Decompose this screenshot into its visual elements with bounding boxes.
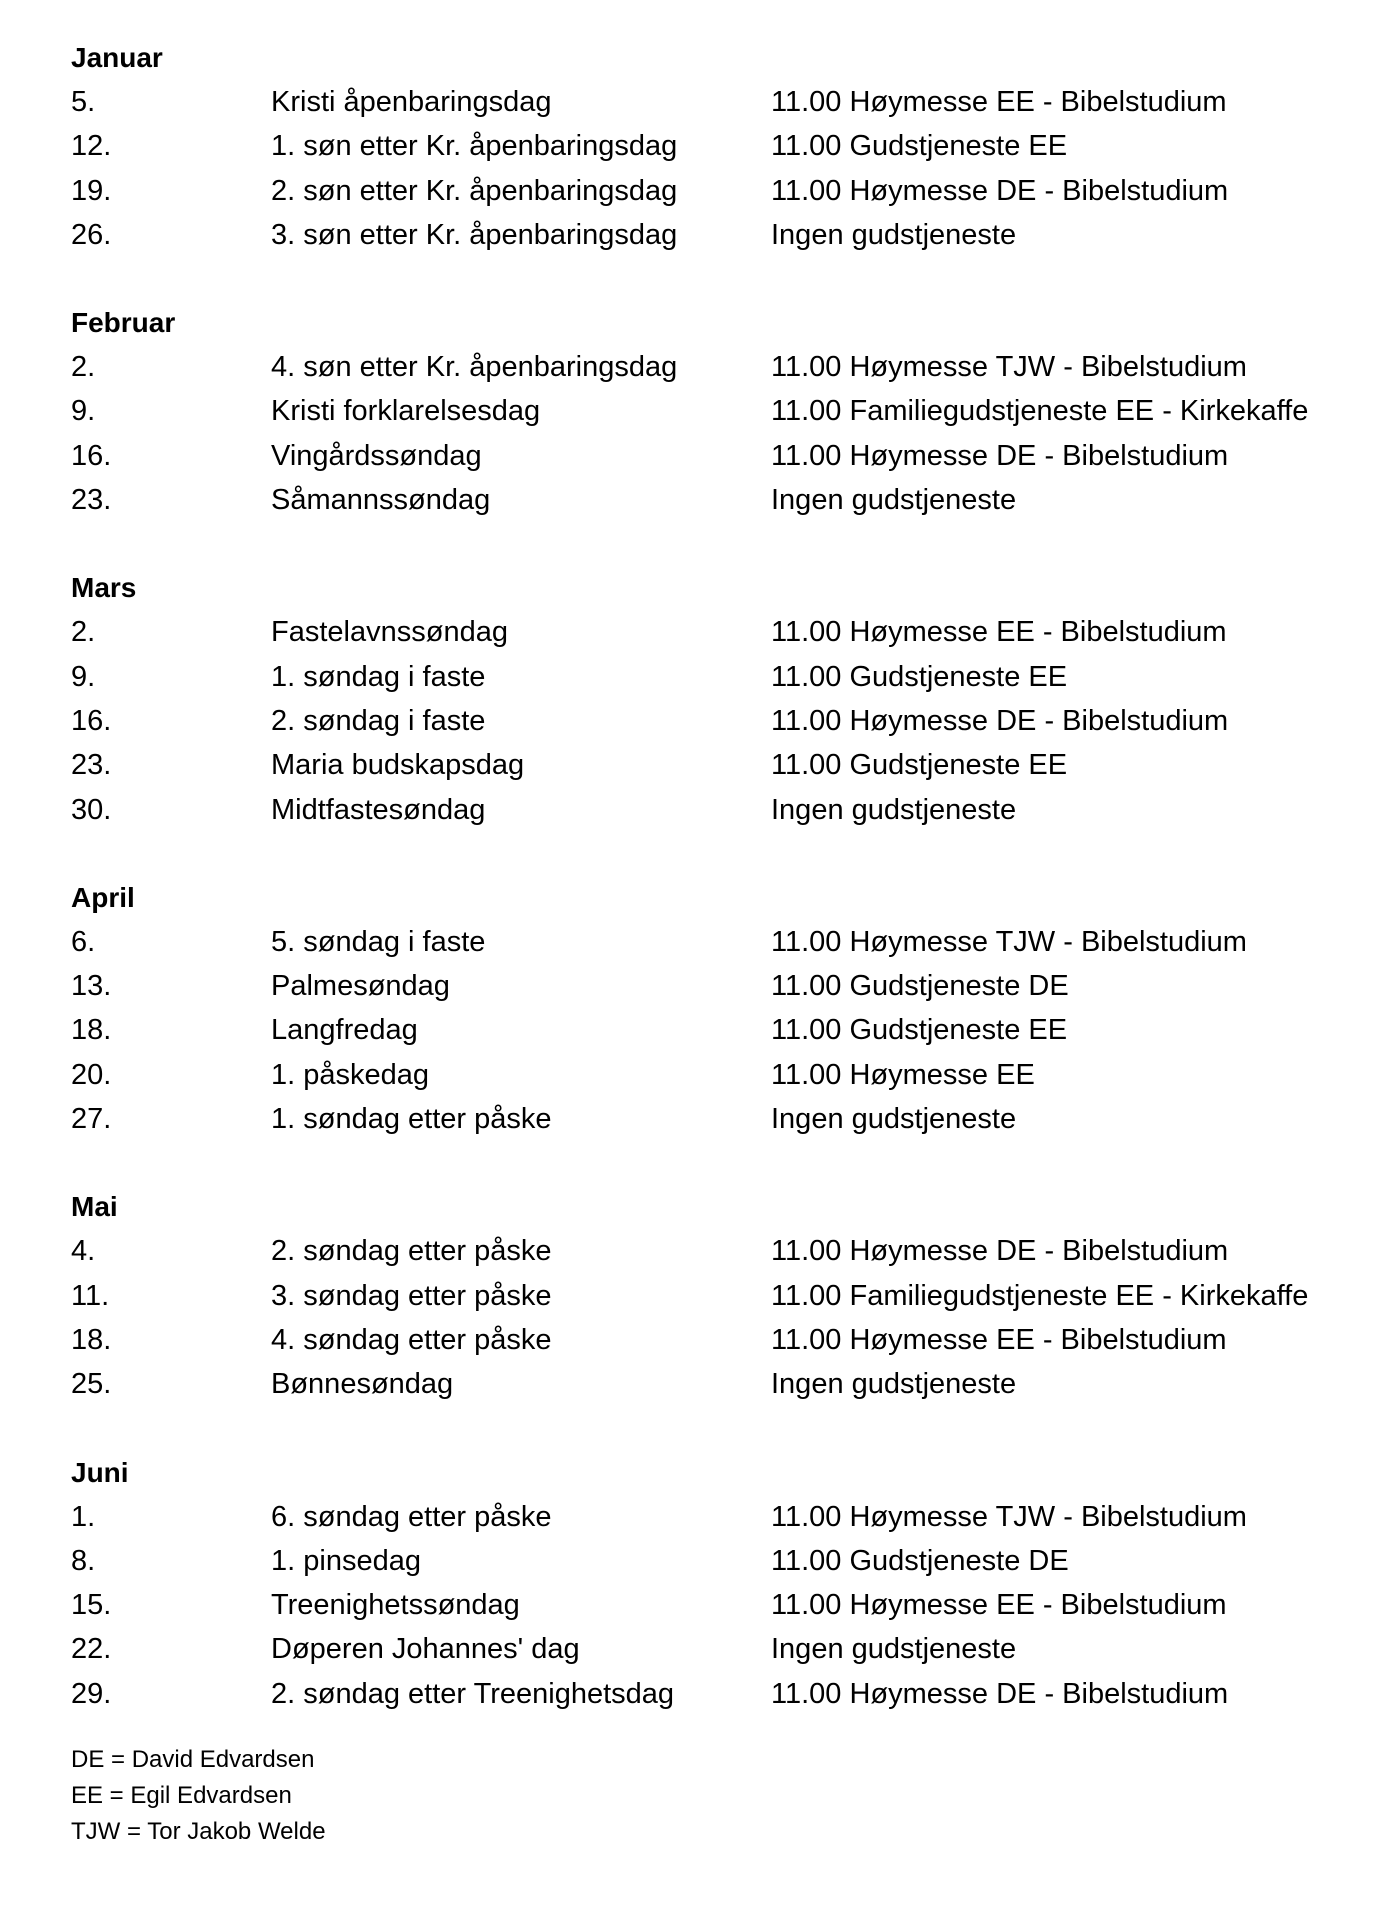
schedule-row [71, 964, 1361, 1008]
entry-day-name: Bønnesøndag [271, 1368, 454, 1401]
schedule-row [71, 389, 1361, 433]
entry-service: 11.00 Gudstjeneste DE [771, 1544, 1069, 1577]
schedule-row [71, 1229, 1361, 1273]
entry-service: Ingen gudstjeneste [771, 793, 1017, 826]
entry-date: 20. [71, 1058, 112, 1091]
entry-day-name: 1. søn etter Kr. åpenbaringsdag [271, 130, 678, 163]
entry-day-name: Treenighetssøndag [271, 1589, 520, 1622]
entry-service: 11.00 Gudstjeneste EE [771, 1014, 1068, 1047]
entry-service: 11.00 Høymesse EE - Bibelstudium [771, 1589, 1227, 1622]
entry-day-name: 2. søndag i faste [271, 704, 486, 737]
month-title: Januar [71, 42, 163, 73]
entry-service: 11.00 Familiegudstjeneste EE - Kirkekaffe [771, 1279, 1309, 1312]
entry-service: 11.00 Høymesse DE - Bibelstudium [771, 174, 1229, 207]
month-section [71, 1451, 1361, 1716]
schedule-row [71, 345, 1361, 389]
entry-date: 30. [71, 793, 112, 826]
entry-date: 8. [71, 1544, 96, 1577]
entry-day-name: 1. søndag i faste [271, 660, 486, 693]
schedule-row [71, 434, 1361, 478]
schedule-row [71, 1672, 1361, 1716]
entry-day-name: 2. søndag etter påske [271, 1235, 552, 1268]
schedule-row [71, 124, 1361, 168]
entry-date: 23. [71, 484, 112, 517]
entry-date: 16. [71, 704, 112, 737]
entry-date: 11. [71, 1279, 110, 1312]
schedule-row [71, 743, 1361, 787]
entry-date: 1. [71, 1500, 96, 1533]
entry-service: 11.00 Høymesse TJW - Bibelstudium [771, 925, 1247, 958]
entry-service: 11.00 Gudstjeneste EE [771, 130, 1068, 163]
entry-service: 11.00 Høymesse EE - Bibelstudium [771, 1323, 1227, 1356]
entry-date: 23. [71, 749, 112, 782]
month-title: Mars [71, 572, 137, 604]
schedule-row [71, 478, 1361, 522]
entry-day-name: Palmesøndag [271, 970, 450, 1003]
legend-item: DE = David Edvardsen [71, 1746, 315, 1773]
entry-service: 11.00 Høymesse TJW - Bibelstudium [771, 1500, 1247, 1533]
entry-date: 2. [71, 616, 96, 649]
schedule-row [71, 1008, 1361, 1052]
month-section [71, 301, 1361, 522]
entry-day-name: Maria budskapsdag [271, 749, 525, 782]
entry-day-name: Døperen Johannes' dag [271, 1633, 580, 1666]
entry-service: Ingen gudstjeneste [771, 1103, 1017, 1136]
entry-service: Ingen gudstjeneste [771, 218, 1017, 251]
entry-date: 18. [71, 1014, 112, 1047]
schedule-row [71, 1097, 1361, 1141]
schedule-row [71, 169, 1361, 213]
entry-day-name: 6. søndag etter påske [271, 1500, 552, 1533]
entry-service: 11.00 Familiegudstjeneste EE - Kirkekaffe [771, 395, 1309, 428]
month-title: Mai [71, 1191, 118, 1223]
month-title: April [71, 881, 135, 913]
entry-day-name: Kristi åpenbaringsdag [271, 86, 552, 118]
schedule-row [71, 1318, 1361, 1362]
schedule-row [71, 788, 1361, 832]
entry-date: 16. [71, 439, 112, 472]
entry-date: 19. [71, 174, 112, 207]
entry-service: 11.00 Høymesse EE - Bibelstudium [771, 616, 1227, 649]
entry-date: 12. [71, 130, 112, 163]
abbreviation-legend [71, 1742, 326, 1850]
schedule-row [71, 80, 1361, 124]
month-section [71, 1185, 1361, 1406]
entry-service: Ingen gudstjeneste [771, 1633, 1017, 1666]
schedule-row [71, 1053, 1361, 1097]
legend-item: TJW = Tor Jakob Welde [71, 1818, 326, 1845]
entry-service: 11.00 Høymesse DE - Bibelstudium [771, 1235, 1229, 1268]
entry-day-name: 1. søndag etter påske [271, 1103, 552, 1136]
entry-date: 27. [71, 1103, 112, 1136]
entry-day-name: 4. søn etter Kr. åpenbaringsdag [271, 351, 678, 384]
entry-day-name: 5. søndag i faste [271, 925, 486, 958]
month-section [71, 876, 1361, 1141]
entry-service: 11.00 Høymesse EE - Bibelstudium [771, 86, 1227, 118]
month-title: Februar [71, 307, 176, 339]
entry-date: 18. [71, 1323, 112, 1356]
entry-day-name: 3. søndag etter påske [271, 1279, 552, 1312]
entry-date: 4. [71, 1235, 96, 1268]
schedule-row [71, 213, 1361, 257]
entry-day-name: Langfredag [271, 1014, 418, 1047]
entry-date: 9. [71, 395, 96, 428]
entry-day-name: 4. søndag etter påske [271, 1323, 552, 1356]
schedule-row [71, 699, 1361, 743]
entry-day-name: 3. søn etter Kr. åpenbaringsdag [271, 218, 678, 251]
schedule-row [71, 1627, 1361, 1671]
schedule-row [71, 1274, 1361, 1318]
schedule-row [71, 1583, 1361, 1627]
month-section [71, 36, 1361, 257]
entry-service: 11.00 Høymesse DE - Bibelstudium [771, 439, 1229, 472]
schedule-row [71, 655, 1361, 699]
entry-date: 29. [71, 1677, 112, 1710]
entry-date: 2. [71, 351, 96, 384]
entry-day-name: Kristi forklarelsesdag [271, 395, 541, 428]
entry-day-name: Såmannssøndag [271, 484, 491, 517]
entry-day-name: Fastelavnssøndag [271, 616, 508, 649]
entry-service: 11.00 Høymesse TJW - Bibelstudium [771, 351, 1247, 384]
legend-item: EE = Egil Edvardsen [71, 1782, 292, 1809]
schedule-document [71, 36, 1361, 1760]
entry-date: 13. [71, 970, 112, 1003]
entry-day-name: Vingårdssøndag [271, 439, 482, 472]
month-section [71, 566, 1361, 831]
entry-service: 11.00 Gudstjeneste EE [771, 749, 1068, 782]
entry-service: Ingen gudstjeneste [771, 1368, 1017, 1401]
entry-day-name: Midtfastesøndag [271, 793, 486, 826]
entry-day-name: 1. påskedag [271, 1058, 430, 1091]
entry-date: 25. [71, 1368, 112, 1401]
entry-date: 26. [71, 218, 112, 251]
entry-day-name: 2. søndag etter Treenighetsdag [271, 1677, 675, 1710]
entry-date: 15. [71, 1589, 112, 1622]
schedule-row [71, 1362, 1361, 1406]
entry-date: 6. [71, 925, 96, 958]
schedule-row [71, 920, 1361, 964]
entry-service: 11.00 Høymesse DE - Bibelstudium [771, 704, 1229, 737]
schedule-row [71, 1495, 1361, 1539]
entry-date: 9. [71, 660, 96, 693]
month-title: Juni [71, 1456, 129, 1488]
entry-date: 22. [71, 1633, 112, 1666]
entry-service: 11.00 Gudstjeneste DE [771, 970, 1069, 1003]
entry-service: 11.00 Gudstjeneste EE [771, 660, 1068, 693]
schedule-row [71, 1539, 1361, 1583]
entry-service: 11.00 Høymesse EE [771, 1058, 1035, 1091]
schedule-row [71, 610, 1361, 654]
entry-date: 5. [71, 86, 96, 118]
entry-service: Ingen gudstjeneste [771, 484, 1017, 517]
entry-service: 11.00 Høymesse DE - Bibelstudium [771, 1677, 1229, 1710]
entry-day-name: 1. pinsedag [271, 1544, 421, 1577]
entry-day-name: 2. søn etter Kr. åpenbaringsdag [271, 174, 678, 207]
